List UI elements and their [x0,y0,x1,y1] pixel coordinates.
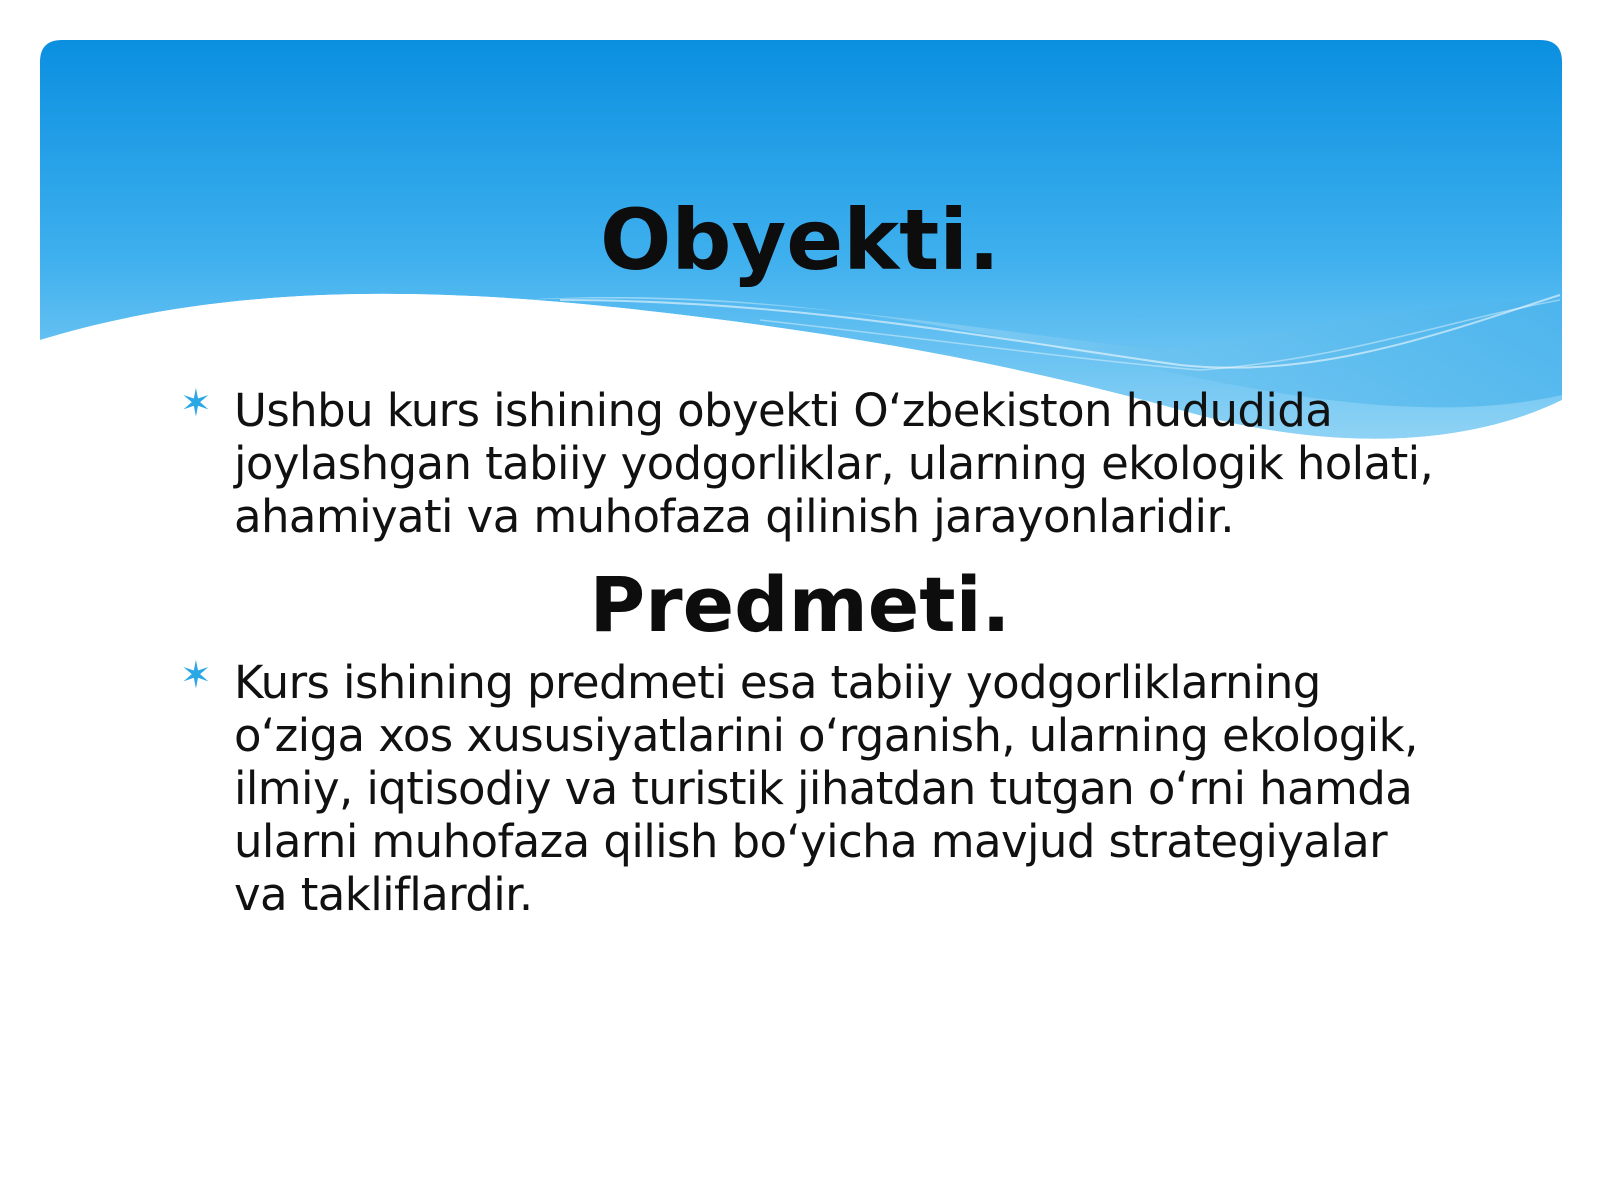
slide-subtitle: Predmeti. [589,560,1011,649]
bullet-item-object [180,381,1440,543]
bullet-text-object: Ushbu kurs ishining obyekti O‘zbekiston hududida joylashgan tabiiy yodgorliklar, ularning ekologik holati, ahamiyati va muhofaza qilinish jarayonlaridir. [234,384,1434,543]
bullet-item-subject [180,653,1440,921]
star-bullet-icon: ✶ [180,381,212,425]
slide-title: Obyekti. [600,191,1000,289]
star-bullet-icon: ✶ [180,653,212,697]
bullet-text-subject: Kurs ishining predmeti esa tabiiy yodgorliklarning o‘ziga xos xususiyatlarini o‘rganish, ularning ekologik, ilmiy, iqtisodiy va turistik jihatdan tutgan o‘rni hamda ularni muhofaza qilish bo‘yicha mavjud strategiyalar va takliflardir. [234,656,1418,921]
